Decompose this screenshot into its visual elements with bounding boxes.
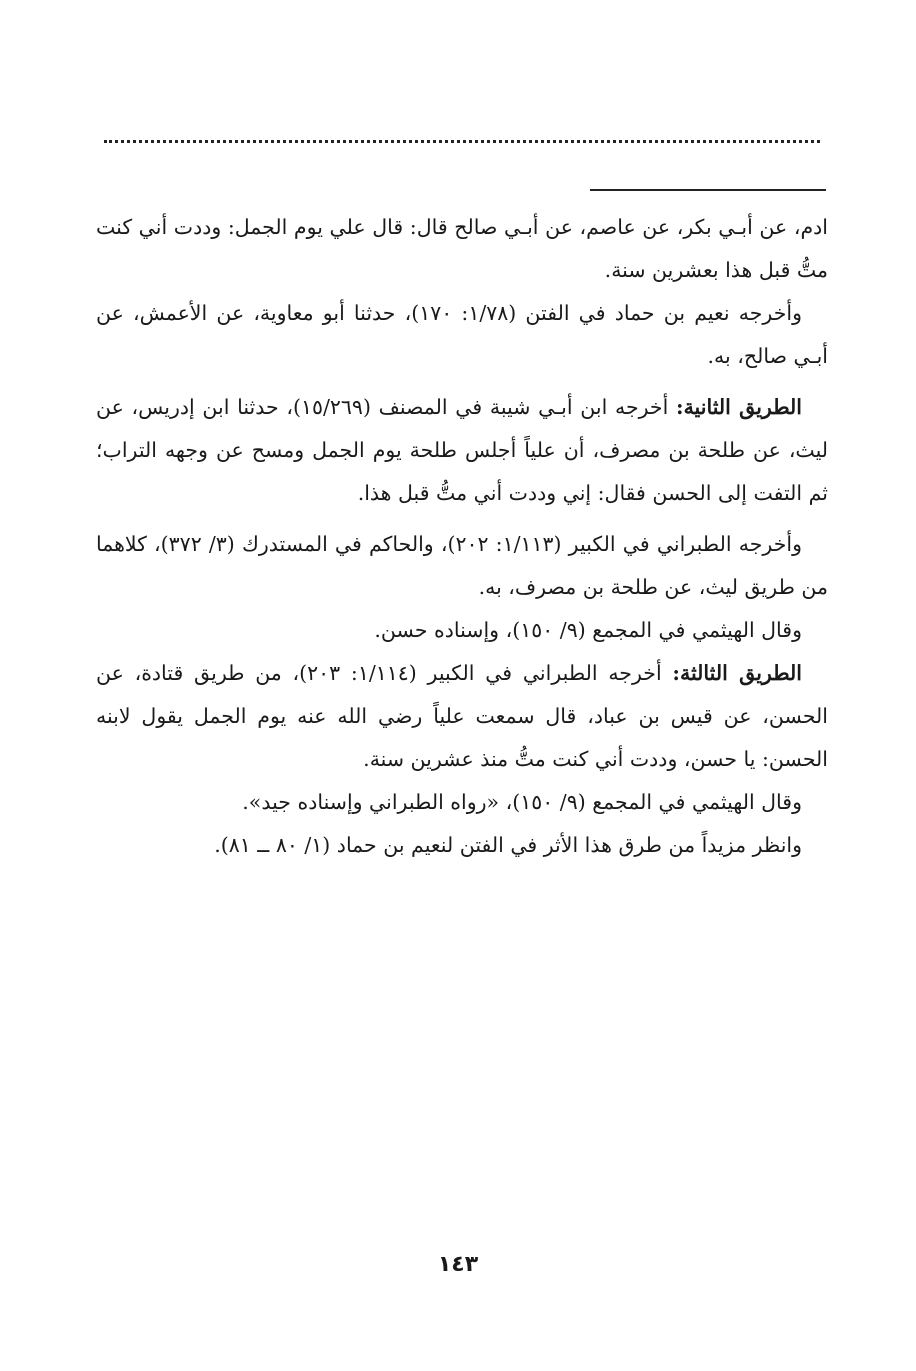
page-number: ١٤٣ — [437, 1252, 479, 1277]
footnote-separator-line — [590, 189, 826, 191]
footnote-paragraph-2: وأخرجه نعيم بن حماد في الفتن (١/٧٨: ١٧٠)، حدثنا أبو معاوية، عن الأعمش، عن أبـي صالح، به. — [96, 301, 828, 368]
path-two-text: أخرجه ابن أبـي شيبة في المصنف (١٥/٢٦٩)، حدثنا ابن إدريس، عن ليث، عن طلحة بن مصرف، أن علياً أجلس طلحة يوم الجمل ومسح عن وجهه التراب؛ ثم التفت إلى الحسن فقال: إني وددت أني متُّ قبل هذا. — [96, 395, 828, 505]
path-three-text: أخرجه الطبراني في الكبير (١/١١٤: ٢٠٣)، من طريق قتادة، عن الحسن، عن قيس بن عباد، قال سمعت علياً رضي الله عنه يوم الجمل يقول لابنه الحسن: يا حسن، وددت أني كنت متُّ منذ عشرين سنة. — [96, 661, 828, 771]
footnote-paragraph-8: وانظر مزيداً من طرق هذا الأثر في الفتن لنعيم بن حماد (١/ ٨٠ ــ ٨١). — [214, 833, 802, 857]
main-text-dotted-separator — [104, 140, 820, 143]
footnote-paragraph-3 — [96, 386, 828, 515]
footnote-paragraph-5: وقال الهيثمي في المجمع (٩/ ١٥٠)، وإسناده حسن. — [374, 618, 802, 642]
footnotes-section — [96, 206, 828, 867]
footnote-paragraph-1: ادم، عن أبـي بكر، عن عاصم، عن أبـي صالح قال: قال علي يوم الجمل: وددت أني كنت متُّ قبل هذا بعشرين سنة. — [96, 215, 828, 282]
footnote-paragraph-6 — [96, 652, 828, 781]
path-two-label: الطريق الثانية: — [676, 395, 803, 419]
footnote-paragraph-4: وأخرجه الطبراني في الكبير (١/١١٣: ٢٠٢)، والحاكم في المستدرك (٣/ ٣٧٢)، كلاهما من طريق ليث، عن طلحة بن مصرف، به. — [96, 532, 828, 599]
footnote-paragraph-7: وقال الهيثمي في المجمع (٩/ ١٥٠)، «رواه الطبراني وإسناده جيد». — [242, 790, 802, 814]
path-three-label: الطريق الثالثة: — [672, 661, 803, 685]
